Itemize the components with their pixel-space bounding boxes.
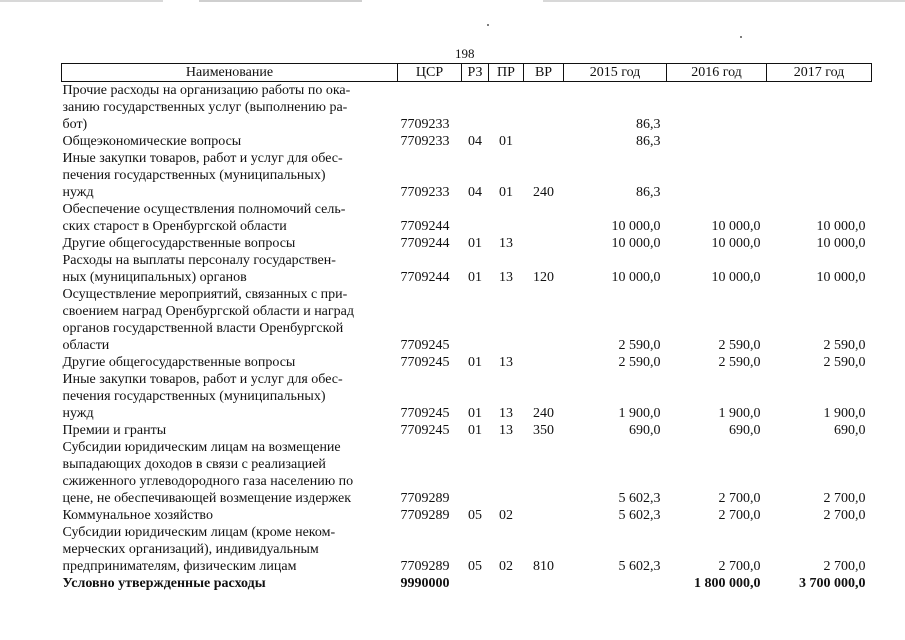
table-row [62,133,872,150]
row-csr: 7709245 [400,406,450,421]
header-rz: РЗ [462,64,489,82]
row-rz: 01 [468,355,482,370]
row-name-line: своением наград Оренбургской области и наград [62,304,354,319]
row-value-2016: 2 700,0 [718,508,761,523]
row-rz: 01 [468,406,482,421]
row-vr [524,201,564,235]
row-name-line: печения государственных (муниципальных) [62,168,326,183]
row-name-line: области [62,338,110,353]
table-row [62,507,872,524]
row-value-2015: 2 590,0 [618,355,661,370]
row-rz: 04 [468,185,482,200]
row-pr: 13 [499,406,513,421]
row-name [62,354,398,371]
row-vr [524,507,564,524]
row-value-2015: 10 000,0 [611,219,661,234]
row-rz: 05 [468,508,482,523]
row-value-2017: 3 700 000,0 [799,576,866,591]
row-name-line: Прочие расходы на организацию работы по ока- [62,83,351,98]
row-value-2015: 10 000,0 [611,270,661,285]
header-2017: 2017 год [767,64,872,82]
row-value-2016: 10 000,0 [711,236,761,251]
row-value-2015: 690,0 [629,423,661,438]
row-vr [524,133,564,150]
row-value-2015: 86,3 [636,117,661,132]
row-value-2016 [667,133,767,150]
row-pr: 13 [499,355,513,370]
row-rz [462,286,489,354]
row-csr: 7709245 [400,355,450,370]
header-name: Наименование [62,64,398,82]
row-name [62,422,398,439]
row-name [62,133,398,150]
header-pr: ПР [489,64,524,82]
row-pr [489,439,524,507]
row-vr: 120 [533,270,554,285]
row-name [62,439,398,507]
scan-edge [0,0,905,2]
row-value-2017: 10 000,0 [816,236,866,251]
row-vr [524,439,564,507]
row-value-2016: 2 590,0 [718,355,761,370]
row-name-line: Обеспечение осуществления полномочий сель- [62,202,346,217]
row-name-line: Другие общегосударственные вопросы [62,355,296,370]
row-value-2017: 2 590,0 [823,355,866,370]
row-name-line: Условно утвержденные расходы [62,576,266,591]
row-csr: 7709233 [400,134,450,149]
header-2015: 2015 год [564,64,667,82]
table-row [62,422,872,439]
row-name-line: Другие общегосударственные вопросы [62,236,296,251]
row-name-line: Иные закупки товаров, работ и услуг для обес- [62,151,343,166]
scan-speck [740,36,742,38]
row-vr: 350 [533,423,554,438]
row-rz: 01 [468,423,482,438]
table-row [62,524,872,575]
row-value-2017: 2 700,0 [823,508,866,523]
table-row [62,575,872,592]
row-pr [489,575,524,592]
row-vr: 240 [533,185,554,200]
scan-speck [487,24,489,26]
row-name-line: занию государственных услуг (выполнению ра- [62,100,348,115]
table-body [62,82,872,593]
row-vr [524,354,564,371]
row-value-2017: 1 900,0 [823,406,866,421]
row-rz: 01 [468,270,482,285]
row-pr: 01 [499,185,513,200]
table-row [62,286,872,354]
table-row [62,235,872,252]
row-name-line: Иные закупки товаров, работ и услуг для обес- [62,372,343,387]
row-value-2016: 10 000,0 [711,270,761,285]
row-name-line: Расходы на выплаты персоналу государствен- [62,253,336,268]
row-pr [489,82,524,134]
row-csr: 7709245 [400,338,450,353]
row-vr [524,575,564,592]
row-csr: 7709289 [400,508,450,523]
row-value-2016: 2 590,0 [718,338,761,353]
page-number: 198 [455,46,475,61]
budget-table [61,63,872,592]
row-name-line: нужд [62,406,94,421]
row-name-line: мерческих организаций), индивидуальным [62,542,319,557]
row-name [62,252,398,286]
row-name-line: Общеэкономические вопросы [62,134,242,149]
row-rz: 01 [468,236,482,251]
row-value-2015: 1 900,0 [618,406,661,421]
row-value-2016 [667,150,767,201]
row-name [62,575,398,592]
row-pr [489,201,524,235]
row-name [62,371,398,422]
row-name-line: ских старост в Оренбургской области [62,219,287,234]
header-2016: 2016 год [667,64,767,82]
row-name-line: нужд [62,185,94,200]
row-value-2016 [667,82,767,134]
row-rz: 05 [468,559,482,574]
row-value-2017 [767,150,872,201]
row-value-2016: 690,0 [729,423,761,438]
row-pr: 02 [499,559,513,574]
row-name [62,507,398,524]
row-name-line: Субсидии юридическим лицам на возмещение [62,440,341,455]
row-value-2017 [767,133,872,150]
row-rz [462,82,489,134]
row-pr: 02 [499,508,513,523]
row-name [62,524,398,575]
row-rz [462,439,489,507]
row-value-2015: 5 602,3 [618,559,661,574]
row-csr: 7709233 [400,185,450,200]
table-header-row [62,64,872,82]
row-value-2017 [767,82,872,134]
row-csr: 7709244 [400,219,450,234]
row-name-line: Осуществление мероприятий, связанных с при- [62,287,348,302]
row-name [62,286,398,354]
row-pr [489,286,524,354]
table-row [62,439,872,507]
row-pr: 01 [499,134,513,149]
row-value-2017: 690,0 [834,423,866,438]
row-value-2015: 5 602,3 [618,508,661,523]
row-name-line: органов государственной власти Оренбургской [62,321,344,336]
row-csr: 7709245 [400,423,450,438]
row-value-2017: 10 000,0 [816,219,866,234]
header-vr: ВР [524,64,564,82]
table-row [62,252,872,286]
row-csr: 7709289 [400,491,450,506]
row-value-2015: 2 590,0 [618,338,661,353]
row-vr [524,82,564,134]
row-name-line: бот) [62,117,88,132]
table-row [62,82,872,134]
row-name [62,235,398,252]
row-value-2017: 2 590,0 [823,338,866,353]
row-name [62,201,398,235]
row-vr: 240 [533,406,554,421]
row-name [62,150,398,201]
row-value-2016: 2 700,0 [718,559,761,574]
row-name-line: предпринимателям, физическим лицам [62,559,297,574]
row-rz [462,201,489,235]
row-pr: 13 [499,236,513,251]
row-value-2016: 10 000,0 [711,219,761,234]
row-csr: 7709233 [400,117,450,132]
row-value-2016: 1 900,0 [718,406,761,421]
row-csr: 9990000 [400,576,450,591]
table-row [62,150,872,201]
header-csr: ЦСР [398,64,462,82]
table-row [62,201,872,235]
row-name-line: печения государственных (муниципальных) [62,389,326,404]
row-rz [462,575,489,592]
row-value-2016: 1 800 000,0 [694,576,761,591]
row-value-2017: 10 000,0 [816,270,866,285]
row-value-2015 [564,575,667,592]
row-value-2017: 2 700,0 [823,491,866,506]
row-name-line: сжиженного углеводородного газа населению по [62,474,354,489]
row-pr: 13 [499,270,513,285]
row-value-2015: 86,3 [636,134,661,149]
row-name-line: выпадающих доходов в связи с реализацией [62,457,326,472]
table-row [62,354,872,371]
row-pr: 13 [499,423,513,438]
row-name-line: ных (муниципальных) органов [62,270,247,285]
table-row [62,371,872,422]
row-name-line: Коммунальное хозяйство [62,508,213,523]
row-csr: 7709289 [400,559,450,574]
row-vr [524,286,564,354]
row-name-line: Субсидии юридическим лицам (кроме неком- [62,525,336,540]
row-name [62,82,398,134]
row-value-2016: 2 700,0 [718,491,761,506]
row-value-2015: 5 602,3 [618,491,661,506]
row-value-2015: 10 000,0 [611,236,661,251]
row-name-line: Премии и гранты [62,423,167,438]
row-csr: 7709244 [400,270,450,285]
row-value-2015: 86,3 [636,185,661,200]
row-csr: 7709244 [400,236,450,251]
row-vr [524,235,564,252]
row-rz: 04 [468,134,482,149]
row-vr: 810 [533,559,554,574]
row-name-line: цене, не обеспечивающей возмещение издержек [62,491,352,506]
row-value-2017: 2 700,0 [823,559,866,574]
